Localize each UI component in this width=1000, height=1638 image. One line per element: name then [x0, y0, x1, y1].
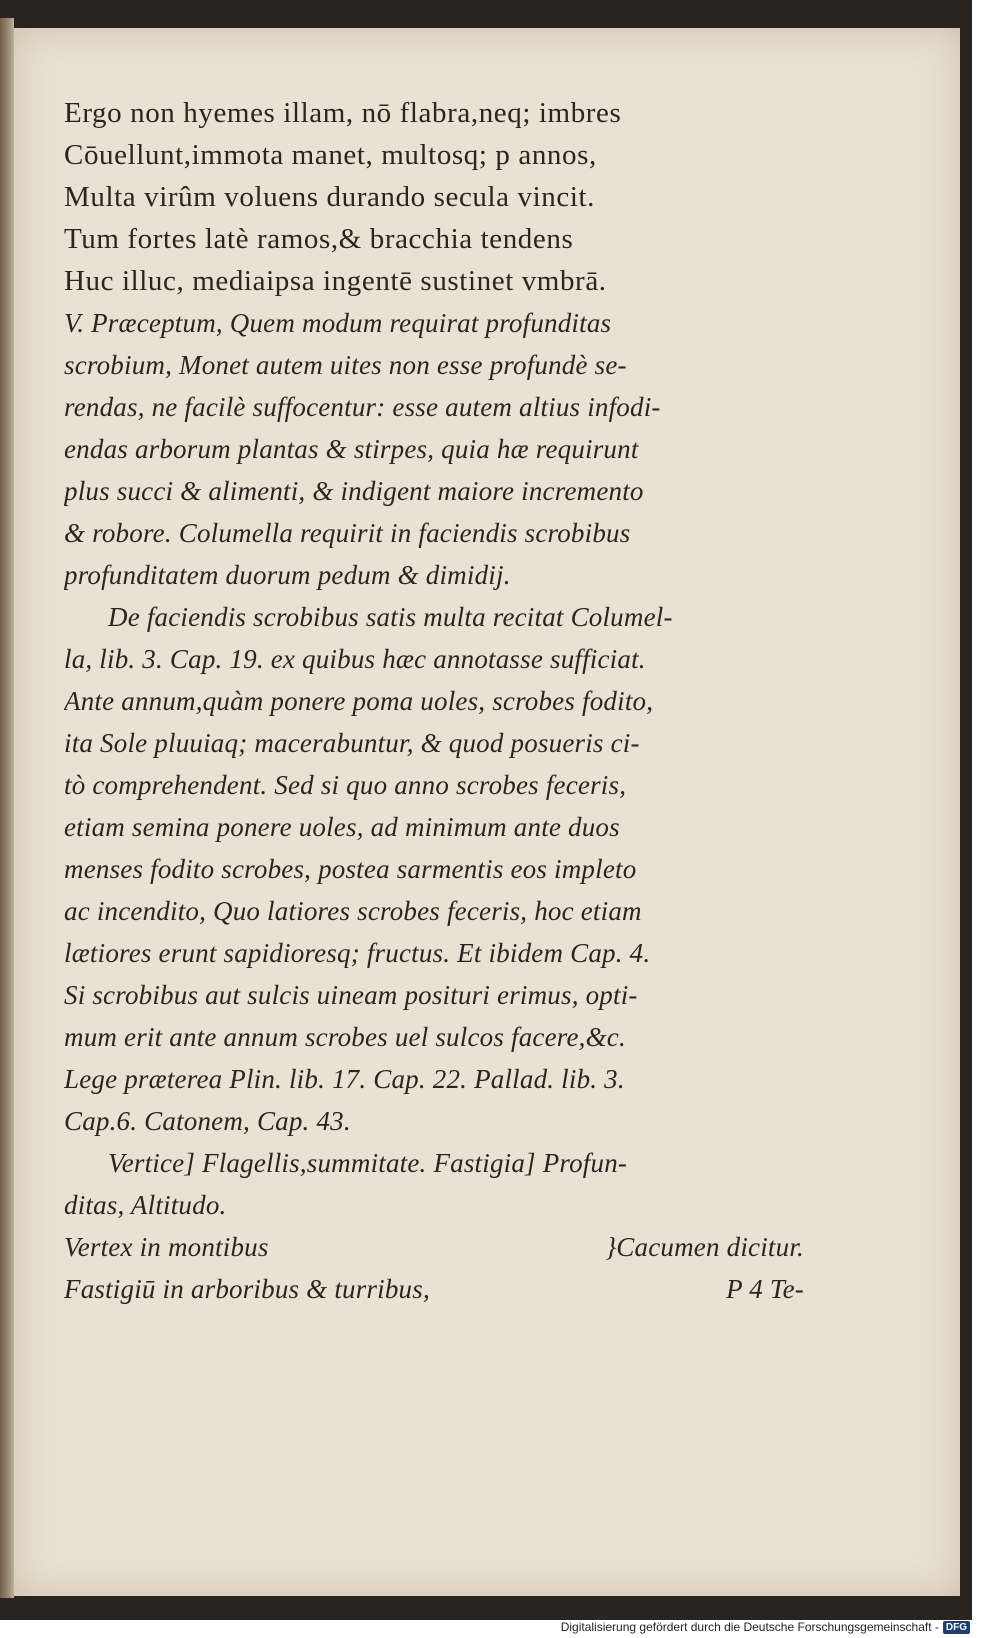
text-line: [64, 1016, 804, 1058]
text-line-left: ac incendito, Quo latiores scrobes feceris, hoc etiam: [64, 896, 642, 926]
text-line: [64, 386, 804, 428]
text-line: [64, 932, 804, 974]
text-line-left: ita Sole pluuiaq; macerabuntur, & quod posueris ci-: [64, 728, 640, 758]
text-line: [64, 218, 804, 260]
book-page: [14, 28, 960, 1596]
text-line-left: endas arborum plantas & stirpes, quia hæ requirunt: [64, 434, 639, 464]
text-line: [64, 302, 804, 344]
text-line-left: etiam semina ponere uoles, ad minimum ante duos: [64, 812, 620, 842]
dfg-logo: DFG: [943, 1621, 970, 1634]
digitization-footer: [561, 1620, 970, 1634]
text-line: [64, 1226, 804, 1268]
text-line-left: Vertex in montibus: [64, 1232, 269, 1262]
text-line-left: Ergo non hyemes illam, nō flabra,neq; imbres: [64, 97, 622, 129]
text-line-left: profunditatem duorum pedum & dimidij.: [64, 560, 511, 590]
text-line: [64, 1184, 804, 1226]
text-line: [64, 974, 804, 1016]
text-line: [64, 680, 804, 722]
text-line-left: Ante annum,quàm ponere poma uoles, scrobes fodito,: [64, 686, 654, 716]
text-line: [64, 764, 804, 806]
text-line-left: ditas, Altitudo.: [64, 1190, 227, 1220]
text-line: [64, 722, 804, 764]
text-line: [64, 176, 804, 218]
text-line: [64, 428, 804, 470]
text-line: [64, 848, 804, 890]
text-line: [64, 1142, 804, 1184]
text-line-left: rendas, ne facilè suffocentur: esse autem altius infodi-: [64, 392, 661, 422]
text-line-right: }Cacumen dicitur.: [605, 1232, 804, 1262]
text-line-left: lætiores erunt sapidioresq; fructus. Et ibidem Cap. 4.: [64, 938, 651, 968]
text-line-left: De faciendis scrobibus satis multa recitat Columel-: [108, 602, 673, 632]
text-line-left: Vertice] Flagellis,summitate. Fastigia] Profun-: [108, 1148, 628, 1178]
text-line: [64, 638, 804, 680]
text-line-left: Lege præterea Plin. lib. 17. Cap. 22. Pallad. lib. 3.: [64, 1064, 625, 1094]
text-line-left: Tum fortes latè ramos,& bracchia tendens: [64, 223, 574, 255]
text-line: [64, 512, 804, 554]
text-line: [64, 554, 804, 596]
text-line-left: tò comprehendent. Sed si quo anno scrobes feceris,: [64, 770, 627, 800]
text-line-left: menses fodito scrobes, postea sarmentis eos impleto: [64, 854, 637, 884]
text-line: [64, 134, 804, 176]
text-line-left: Fastigiū in arboribus & turribus,: [64, 1274, 430, 1304]
text-line-left: Huc illuc, mediaipsa ingentē sustinet vmbrā.: [64, 265, 607, 297]
text-line-left: & robore. Columella requirit in faciendis scrobibus: [64, 518, 631, 548]
text-line-left: V. Præceptum, Quem modum requirat profunditas: [64, 308, 612, 338]
text-line: [64, 1100, 804, 1142]
text-line-left: la, lib. 3. Cap. 19. ex quibus hæc annotasse sufficiat.: [64, 644, 646, 674]
text-line-left: Cōuellunt,immota manet, multosq; p annos,: [64, 139, 597, 171]
text-line: [64, 344, 804, 386]
text-line: [64, 1268, 804, 1310]
text-line: [64, 890, 804, 932]
text-line-left: mum erit ante annum scrobes uel sulcos facere,&c.: [64, 1022, 626, 1052]
text-line: [64, 92, 804, 134]
text-line-left: scrobium, Monet autem uites non esse profundè se-: [64, 350, 627, 380]
text-line-left: Multa virûm voluens durando secula vincit.: [64, 181, 595, 213]
page-text: [64, 92, 804, 1310]
text-line-left: Si scrobibus aut sulcis uineam posituri erimus, opti-: [64, 980, 638, 1010]
text-line: [64, 596, 804, 638]
text-line-right: P 4 Te-: [726, 1274, 804, 1304]
footer-text: Digitalisierung gefördert durch die Deutsche Forschungsgemeinschaft -: [560, 1620, 939, 1634]
text-line: [64, 470, 804, 512]
text-line: [64, 806, 804, 848]
text-line: [64, 1058, 804, 1100]
text-line-left: Cap.6. Catonem, Cap. 43.: [64, 1106, 351, 1136]
text-line-left: plus succi & alimenti, & indigent maiore incremento: [64, 476, 644, 506]
book-edge: [0, 18, 14, 1598]
text-line: [64, 260, 804, 302]
